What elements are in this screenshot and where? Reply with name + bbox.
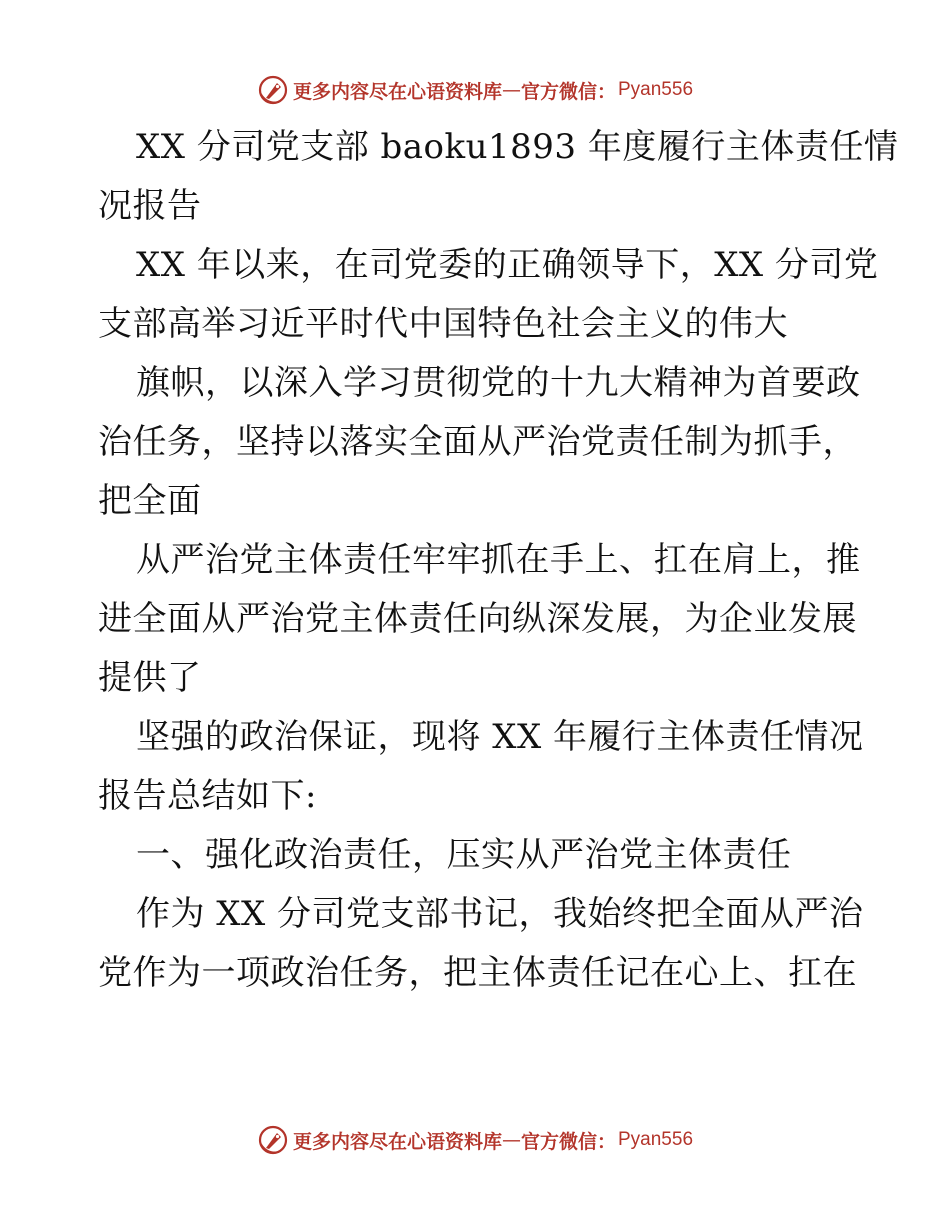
- paragraph-line: 进全面从严治党主体责任向纵深发展，为企业发展: [98, 599, 857, 639]
- paragraph-line: 从严治党主体责任牢牢抓在手上、扛在肩上，推: [136, 540, 861, 580]
- watermark-text: 更多内容尽在心语资料库: [292, 1130, 502, 1153]
- header-watermark: [0, 70, 950, 110]
- paragraph-line: 治任务，坚持以落实全面从严治党责任制为抓手，: [98, 422, 857, 462]
- paragraph-line: 支部高举习近平时代中国特色社会主义的伟大: [98, 304, 788, 344]
- paragraph-line: 党作为一项政治任务，把主体责任记在心上、扛在: [98, 953, 857, 993]
- document-title-line-1: XX 分司党支部 baoku1893 年度履行主体责任情: [136, 127, 899, 167]
- pen-nib-logo-icon: [257, 1124, 289, 1156]
- paragraph-line: 坚强的政治保证，现将 XX 年履行主体责任情况: [136, 717, 864, 757]
- watermark-handle: Pyan556: [618, 1129, 694, 1150]
- section-heading: 一、强化政治责任，压实从严治党主体责任: [136, 835, 792, 875]
- document-body: [98, 118, 899, 1003]
- pen-nib-logo-icon: [257, 74, 289, 106]
- paragraph-line: 报告总结如下:: [98, 776, 317, 816]
- paragraph-line: 提供了: [98, 658, 202, 698]
- paragraph-line: 作为 XX 分司党支部书记，我始终把全面从严治: [136, 894, 864, 934]
- footer-watermark: [0, 1120, 950, 1160]
- watermark-label: 官方微信：: [520, 80, 616, 103]
- paragraph-line: 旗帜，以深入学习贯彻党的十九大精神为首要政: [136, 363, 861, 403]
- document-title-line-2: 况报告: [98, 186, 202, 226]
- watermark-label: 官方微信：: [520, 1130, 616, 1153]
- watermark-text: 更多内容尽在心语资料库: [292, 80, 502, 103]
- paragraph-line: XX 年以来，在司党委的正确领导下，XX 分司党: [136, 245, 879, 285]
- watermark-separator: —: [501, 79, 521, 101]
- paragraph-line: 把全面: [98, 481, 202, 521]
- watermark-handle: Pyan556: [618, 79, 694, 100]
- watermark-separator: —: [501, 1129, 521, 1151]
